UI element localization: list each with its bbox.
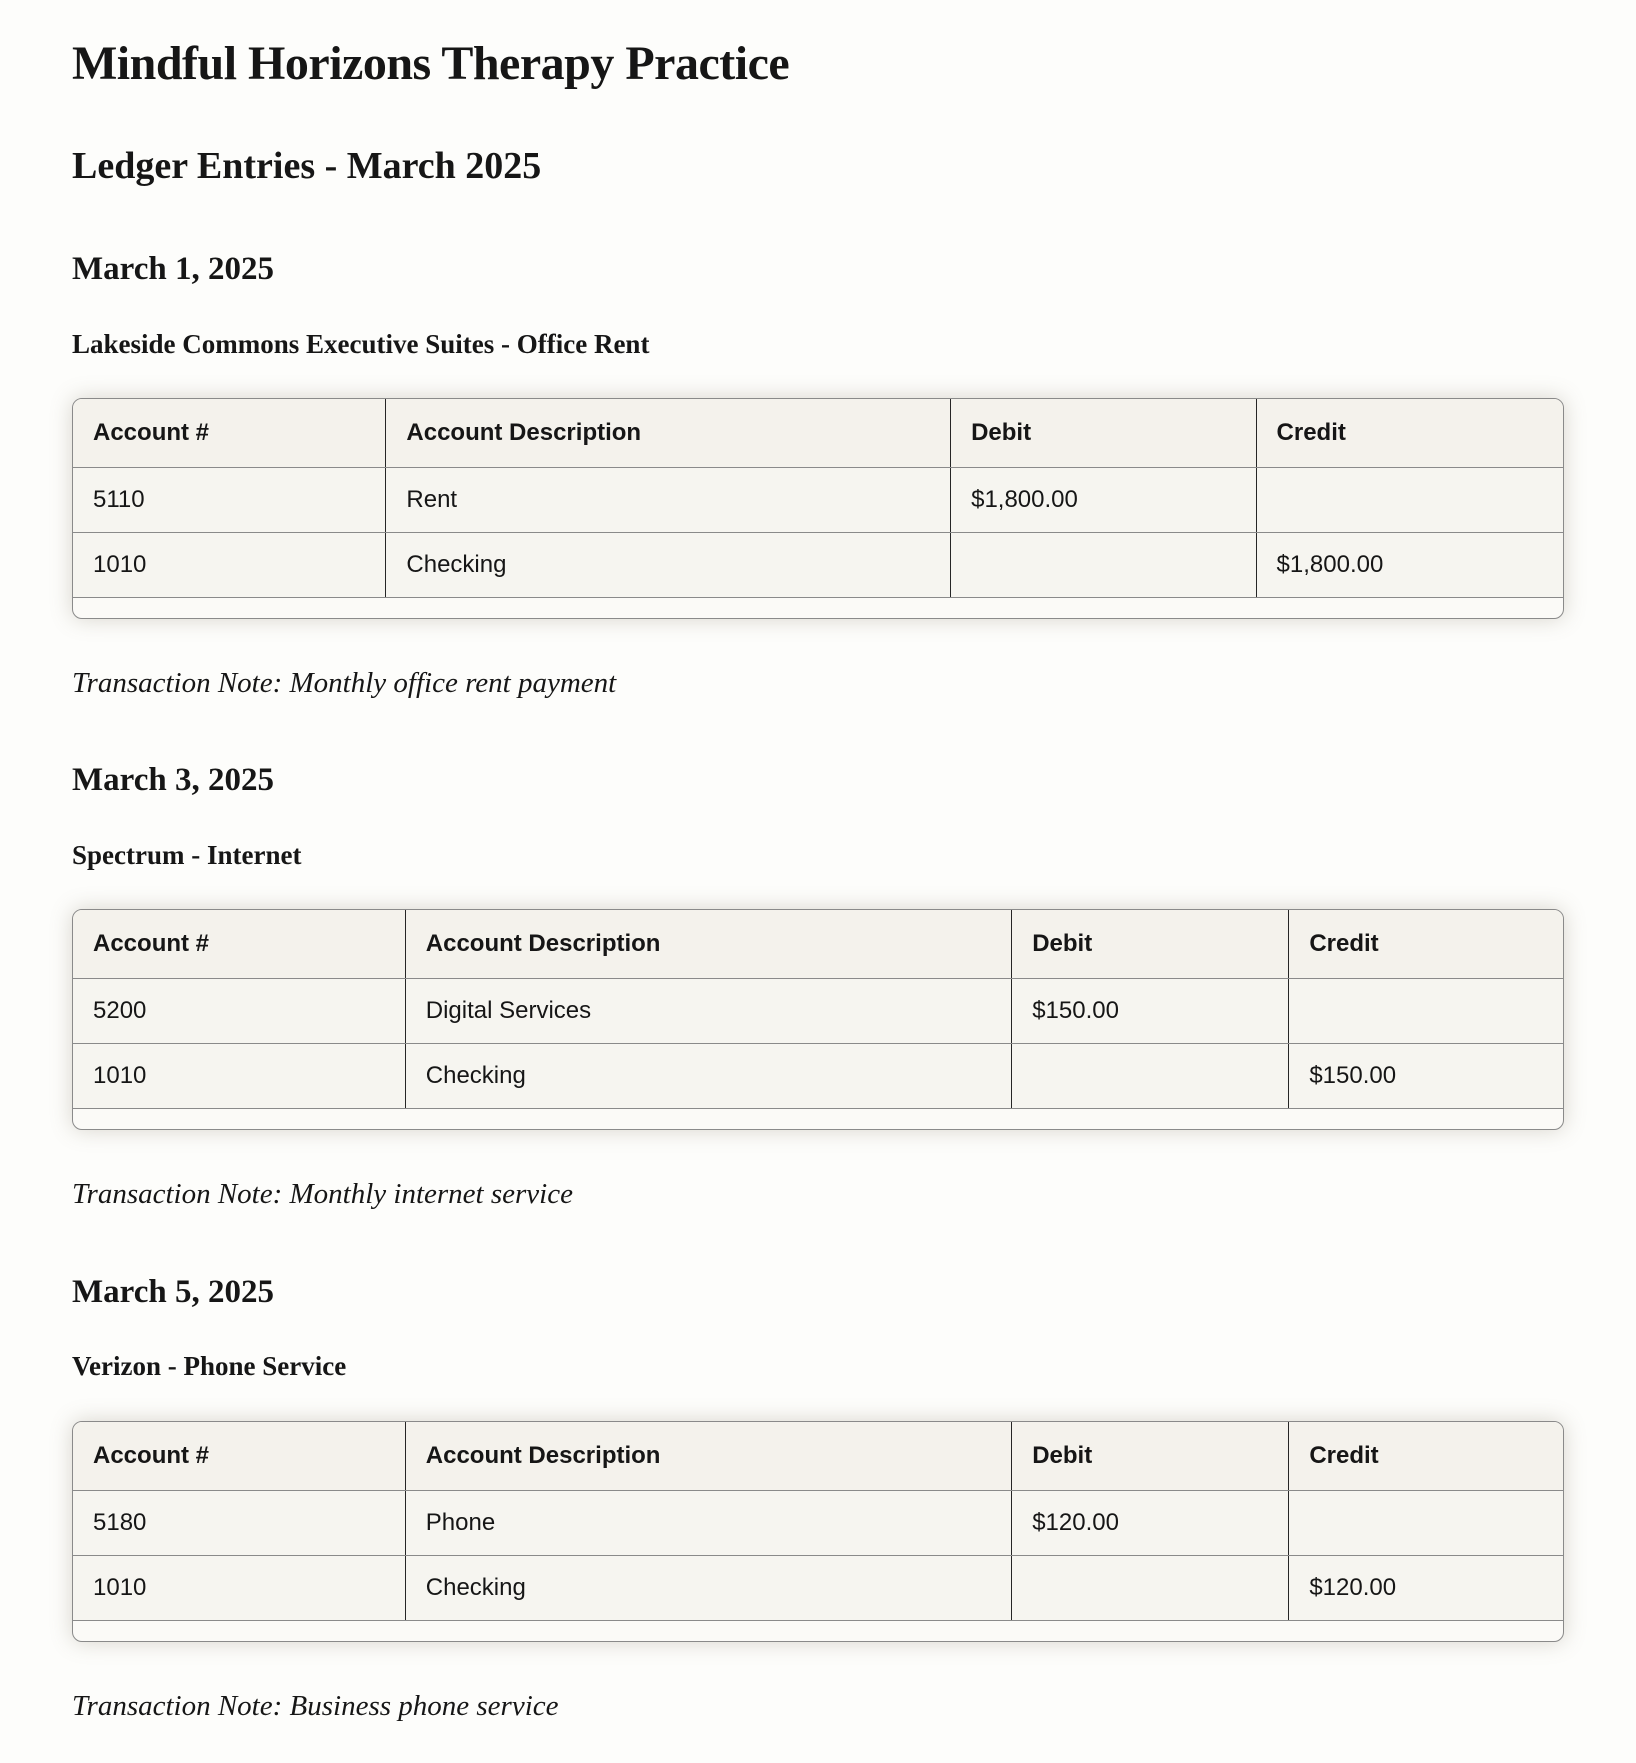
ledger-table-container xyxy=(72,1421,1564,1642)
table-header-row xyxy=(73,399,1563,468)
ledger-entry-march-1 xyxy=(72,251,1564,700)
cell-account-description: Phone xyxy=(405,1490,1011,1555)
cell-account-description: Checking xyxy=(405,1555,1011,1620)
document-title: Mindful Horizons Therapy Practice xyxy=(72,37,790,90)
table-row xyxy=(73,1555,1563,1620)
entry-vendor-heading: Spectrum - Internet xyxy=(72,840,302,871)
cell-debit: $120.00 xyxy=(1012,1490,1289,1555)
cell-account-number: 5200 xyxy=(73,979,405,1044)
cell-debit xyxy=(1012,1044,1289,1109)
column-header-debit: Debit xyxy=(951,399,1256,468)
table-header-row xyxy=(73,1422,1563,1491)
table-row xyxy=(73,1490,1563,1555)
cell-debit: $150.00 xyxy=(1012,979,1289,1044)
cell-account-description: Checking xyxy=(405,1044,1011,1109)
transaction-note: Transaction Note: Business phone service xyxy=(72,1689,559,1722)
column-header-credit: Credit xyxy=(1289,910,1563,979)
entry-date-heading: March 5, 2025 xyxy=(72,1273,274,1310)
column-header-debit: Debit xyxy=(1012,1422,1289,1491)
entry-date-heading: March 1, 2025 xyxy=(72,250,274,287)
cell-credit: $150.00 xyxy=(1289,1044,1563,1109)
document-subtitle: Ledger Entries - March 2025 xyxy=(72,145,542,188)
ledger-table-container xyxy=(72,909,1564,1130)
cell-account-number: 1010 xyxy=(73,532,386,597)
entry-vendor-heading: Lakeside Commons Executive Suites - Office Rent xyxy=(72,328,650,359)
cell-credit: $120.00 xyxy=(1289,1555,1563,1620)
cell-debit xyxy=(1012,1555,1289,1620)
column-header-account-number: Account # xyxy=(73,399,386,468)
column-header-credit: Credit xyxy=(1289,1422,1563,1491)
cell-account-description: Checking xyxy=(386,532,951,597)
table-header-row xyxy=(73,910,1563,979)
ledger-document xyxy=(72,36,1564,1723)
ledger-table-container xyxy=(72,398,1564,619)
column-header-account-number: Account # xyxy=(73,1422,405,1491)
column-header-debit: Debit xyxy=(1012,910,1289,979)
cell-account-description: Rent xyxy=(386,467,951,532)
column-header-account-description: Account Description xyxy=(405,910,1011,979)
table-row xyxy=(73,979,1563,1044)
table-row xyxy=(73,467,1563,532)
entry-date-heading: March 3, 2025 xyxy=(72,762,274,799)
ledger-table xyxy=(73,910,1563,1109)
table-row xyxy=(73,532,1563,597)
transaction-note: Transaction Note: Monthly office rent payment xyxy=(72,666,617,699)
column-header-account-description: Account Description xyxy=(386,399,951,468)
cell-debit: $1,800.00 xyxy=(951,467,1256,532)
cell-credit xyxy=(1256,467,1563,532)
column-header-credit: Credit xyxy=(1256,399,1563,468)
column-header-account-number: Account # xyxy=(73,910,405,979)
ledger-table xyxy=(73,399,1563,598)
cell-credit xyxy=(1289,979,1563,1044)
transaction-note: Transaction Note: Monthly internet service xyxy=(72,1178,573,1211)
cell-debit xyxy=(951,532,1256,597)
ledger-entry-march-3 xyxy=(72,762,1564,1211)
cell-credit xyxy=(1289,1490,1563,1555)
cell-account-description: Digital Services xyxy=(405,979,1011,1044)
cell-account-number: 1010 xyxy=(73,1555,405,1620)
entry-vendor-heading: Verizon - Phone Service xyxy=(72,1351,347,1382)
cell-account-number: 1010 xyxy=(73,1044,405,1109)
cell-account-number: 5180 xyxy=(73,1490,405,1555)
ledger-table xyxy=(73,1422,1563,1621)
ledger-entry-march-5 xyxy=(72,1274,1564,1723)
cell-credit: $1,800.00 xyxy=(1256,532,1563,597)
column-header-account-description: Account Description xyxy=(405,1422,1011,1491)
table-row xyxy=(73,1044,1563,1109)
cell-account-number: 5110 xyxy=(73,467,386,532)
